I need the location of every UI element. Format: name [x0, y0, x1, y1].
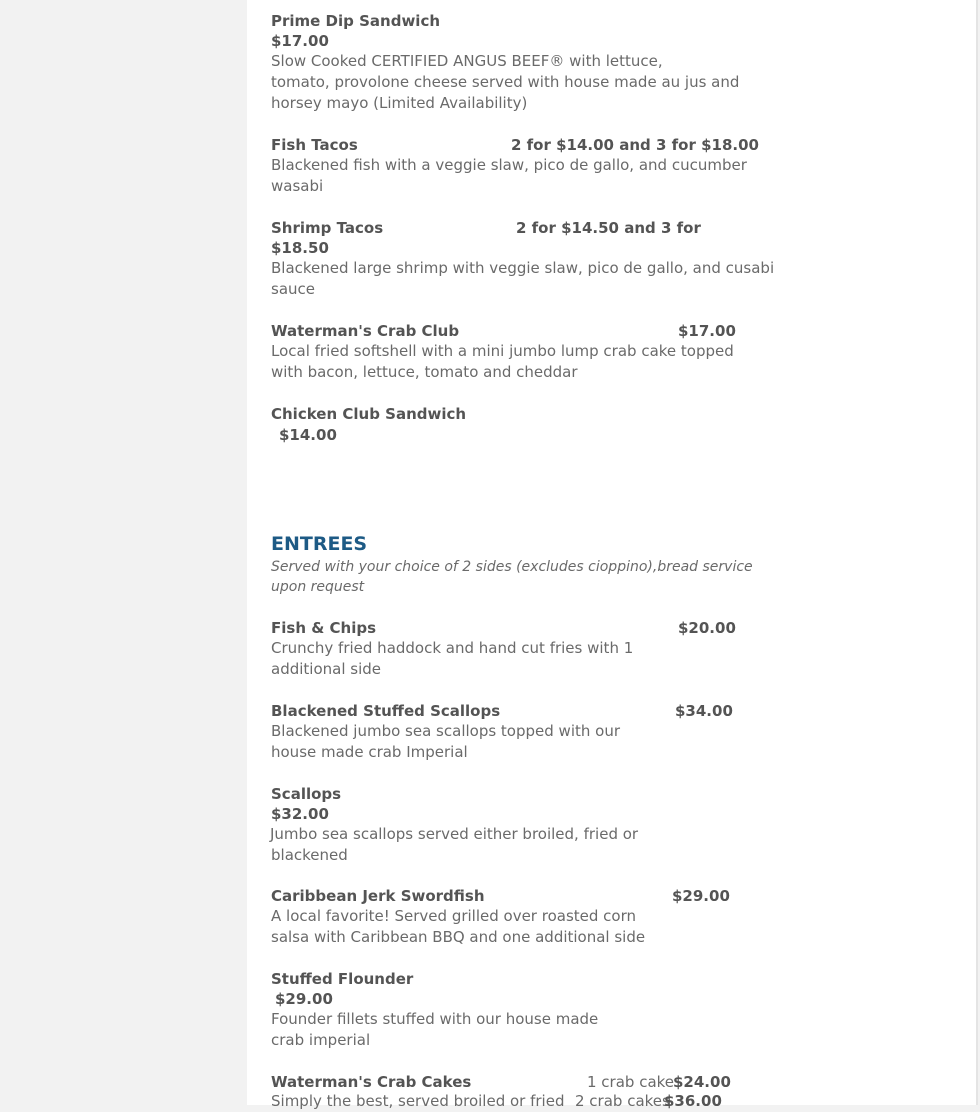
- item-name-blackened-scallops: Blackened Stuffed Scallops: [271, 702, 501, 720]
- page-edge-divider: [976, 0, 978, 1105]
- item-price-crab-club: $17.00: [678, 322, 736, 340]
- item-desc-line: Local fried softshell with a mini jumbo lump crab cake topped: [271, 342, 734, 360]
- item-price-stuffed-flounder: $29.00: [275, 990, 333, 1008]
- section-subtitle: Served with your choice of 2 sides (excludes cioppino),bread service: [271, 559, 753, 575]
- item-name-chicken-club: Chicken Club Sandwich: [271, 405, 467, 423]
- item-desc-line: Crunchy fried haddock and hand cut fries with 1: [271, 639, 634, 657]
- item-price-prime-dip: $17.00: [271, 32, 329, 50]
- item-option-price: $24.00: [673, 1073, 731, 1091]
- item-desc-line: Slow Cooked CERTIFIED ANGUS BEEF® with lettuce,: [271, 52, 663, 70]
- item-desc-line: blackened: [271, 846, 348, 864]
- item-option-label: 1 crab cake: [587, 1073, 675, 1091]
- item-price-fish-chips: $20.00: [678, 619, 736, 637]
- item-desc-line: wasabi: [271, 177, 324, 195]
- item-desc-line: additional side: [271, 660, 381, 678]
- item-name-jerk-swordfish: Caribbean Jerk Swordfish: [271, 887, 485, 905]
- item-desc-line: salsa with Caribbean BBQ and one additional side: [271, 928, 646, 946]
- item-name-prime-dip: Prime Dip Sandwich: [271, 12, 441, 30]
- item-price-shrimp-tacos-cont: $18.50: [271, 239, 329, 257]
- item-desc-line: sauce: [271, 280, 315, 298]
- item-name-fish-chips: Fish & Chips: [271, 619, 377, 637]
- item-desc-line: Founder fillets stuffed with our house made: [271, 1010, 599, 1028]
- item-desc-line: horsey mayo (Limited Availability): [271, 94, 528, 112]
- item-price-chicken-club: $14.00: [279, 426, 337, 444]
- item-price-blackened-scallops: $34.00: [675, 702, 733, 720]
- item-desc-line: Blackened large shrimp with veggie slaw, pico de gallo, and cusabi: [271, 259, 775, 277]
- item-price-scallops: $32.00: [271, 805, 329, 823]
- item-option-label: 2 crab cakes: [575, 1092, 670, 1110]
- section-heading-entrees: ENTREES: [271, 533, 368, 555]
- item-name-shrimp-tacos: Shrimp Tacos: [271, 219, 384, 237]
- item-name-crab-cakes: Waterman's Crab Cakes: [271, 1073, 472, 1091]
- item-desc-line: Blackened fish with a veggie slaw, pico de gallo, and cucumber: [271, 156, 747, 174]
- item-price-jerk-swordfish: $29.00: [672, 887, 730, 905]
- item-option-price: $36.00: [664, 1092, 722, 1110]
- item-desc-line: Blackened jumbo sea scallops topped with our: [271, 722, 620, 740]
- section-subtitle: upon request: [271, 579, 365, 595]
- item-name-stuffed-flounder: Stuffed Flounder: [271, 970, 414, 988]
- item-desc-line: Jumbo sea scallops served either broiled, fried or: [270, 825, 639, 843]
- item-desc-line: crab imperial: [271, 1031, 371, 1049]
- item-desc-line: tomato, provolone cheese served with house made au jus and: [271, 73, 740, 91]
- item-name-scallops: Scallops: [271, 785, 342, 803]
- item-price-shrimp-tacos: 2 for $14.50 and 3 for: [516, 219, 701, 237]
- item-name-fish-tacos: Fish Tacos: [271, 136, 358, 154]
- item-desc-line: house made crab Imperial: [271, 743, 468, 761]
- item-desc-line: Simply the best, served broiled or fried: [271, 1092, 565, 1110]
- item-desc-line: with bacon, lettuce, tomato and cheddar: [271, 363, 578, 381]
- item-name-crab-club: Waterman's Crab Club: [271, 322, 460, 340]
- item-price-fish-tacos: 2 for $14.00 and 3 for $18.00: [511, 136, 759, 154]
- item-desc-line: A local favorite! Served grilled over roasted corn: [271, 907, 636, 925]
